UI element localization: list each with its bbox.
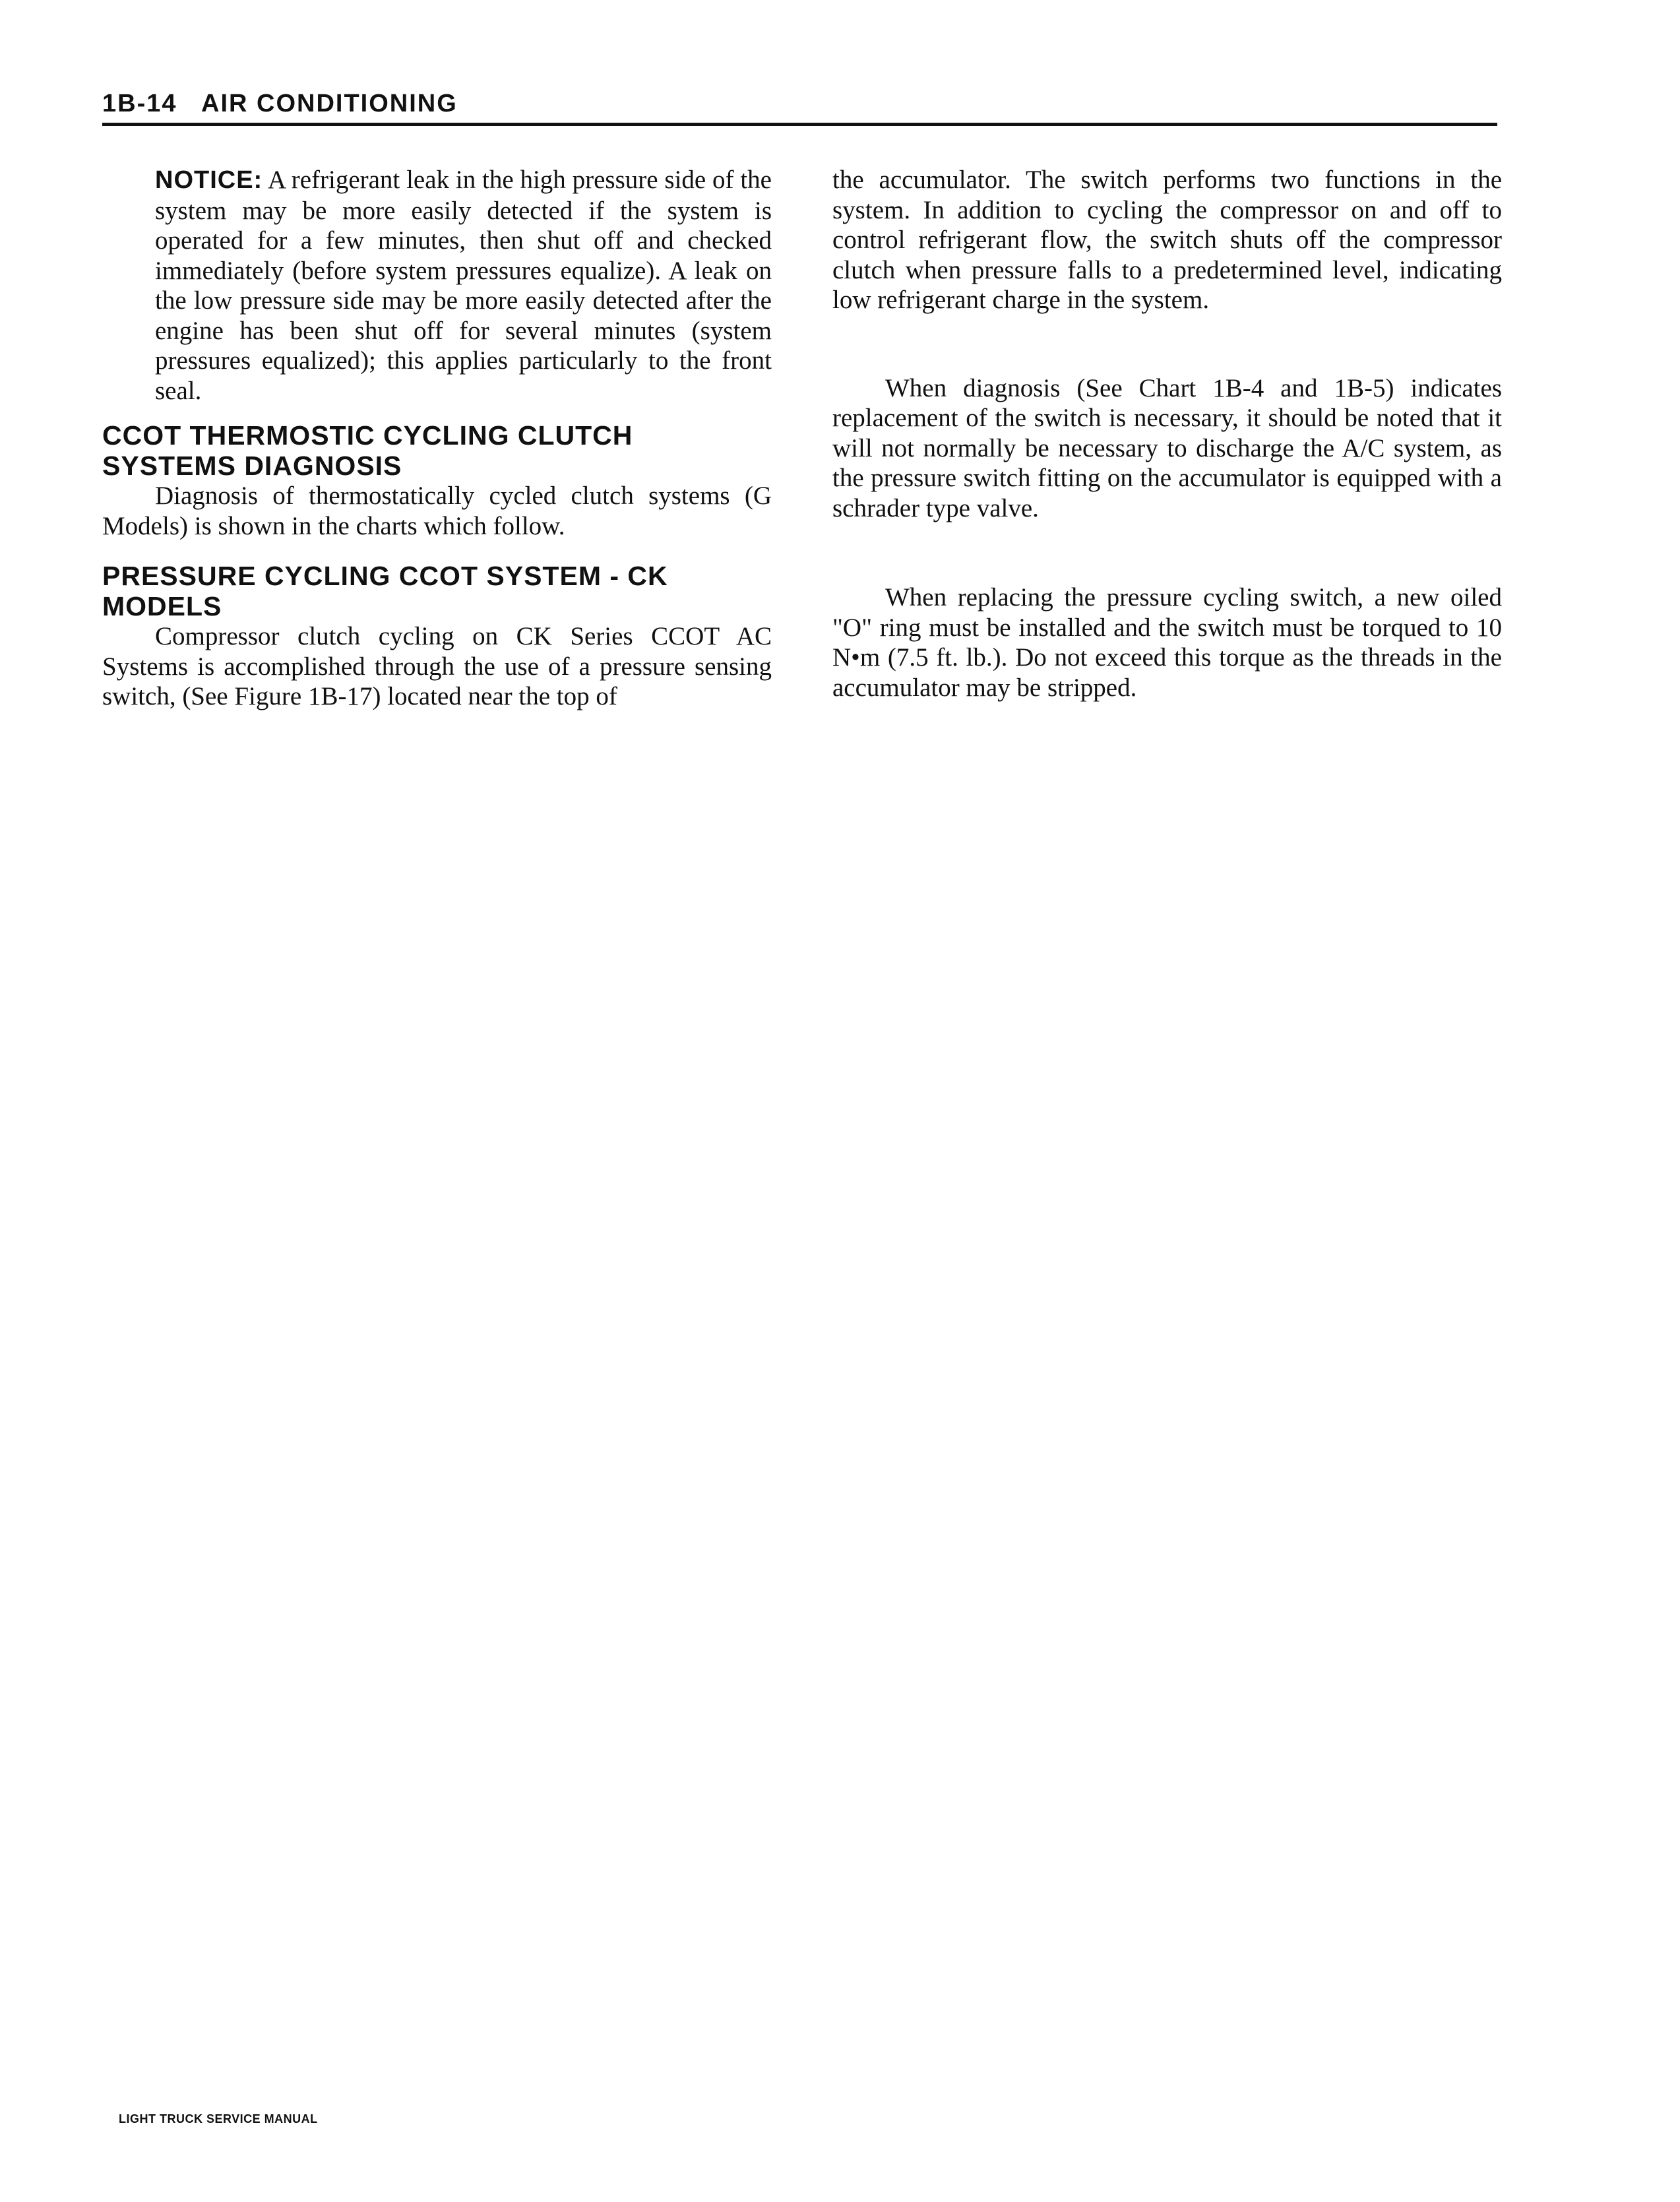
left-column bbox=[102, 165, 772, 712]
pressure-cycling-heading: PRESSURE CYCLING CCOT SYSTEM - CK MODELS bbox=[102, 561, 668, 621]
page-header bbox=[102, 87, 1497, 127]
ccot-diagnosis-heading: CCOT THERMOSTIC CYCLING CLUTCH SYSTEMS DIAGNOSIS bbox=[102, 420, 633, 481]
notice-paragraph bbox=[155, 165, 772, 406]
switch-torque-paragraph: When replacing the pressure cycling switch, a new oiled "O" ring must be installed and the switch must be torqued to 10 N•m (7.5 ft. lb.). Do not exceed this torque as the threads in the accumulator may be stripped. bbox=[832, 583, 1502, 702]
section-title: AIR CONDITIONING bbox=[201, 90, 458, 117]
header-divider bbox=[102, 123, 1497, 126]
right-column bbox=[832, 165, 1502, 703]
pressure-cycling-paragraph: Compressor clutch cycling on CK Series CCOT AC Systems is accomplished through the use of a pressure sensing switch, (See Figure 1B-17) located near the top of bbox=[102, 622, 772, 710]
switch-functions-paragraph: the accumulator. The switch performs two functions in the system. In addition to cycling the compressor on and off to control refrigerant flow, the switch shuts off the compressor clutch when pressure falls to a predetermined level, indicating low refrigerant charge in the system. bbox=[832, 166, 1502, 314]
ccot-diagnosis-paragraph: Diagnosis of thermostatically cycled clutch systems (G Models) is shown in the charts which follow. bbox=[102, 482, 772, 540]
footer-manual-name: LIGHT TRUCK SERVICE MANUAL bbox=[119, 2112, 318, 2125]
notice-label: NOTICE: bbox=[155, 166, 263, 194]
section-number: 1B-14 bbox=[102, 90, 177, 117]
switch-replacement-paragraph: When diagnosis (See Chart 1B-4 and 1B-5) indicates replacement of the switch is necessary, it should be noted that it will not normally be necessary to discharge the A/C system, as the pressure switch fitting on the accumulator is equipped with a schrader type valve. bbox=[832, 373, 1502, 522]
notice-text: A refrigerant leak in the high pressure side of the system may be more easily detected if the system is operated for a few minutes, then shut off and checked immediately (before system pressures equalize). A leak on the low pressure side may be more easily detected after the engine has been shut off for several minutes (system pressures equalized); this applies particularly to the front seal. bbox=[155, 166, 772, 405]
